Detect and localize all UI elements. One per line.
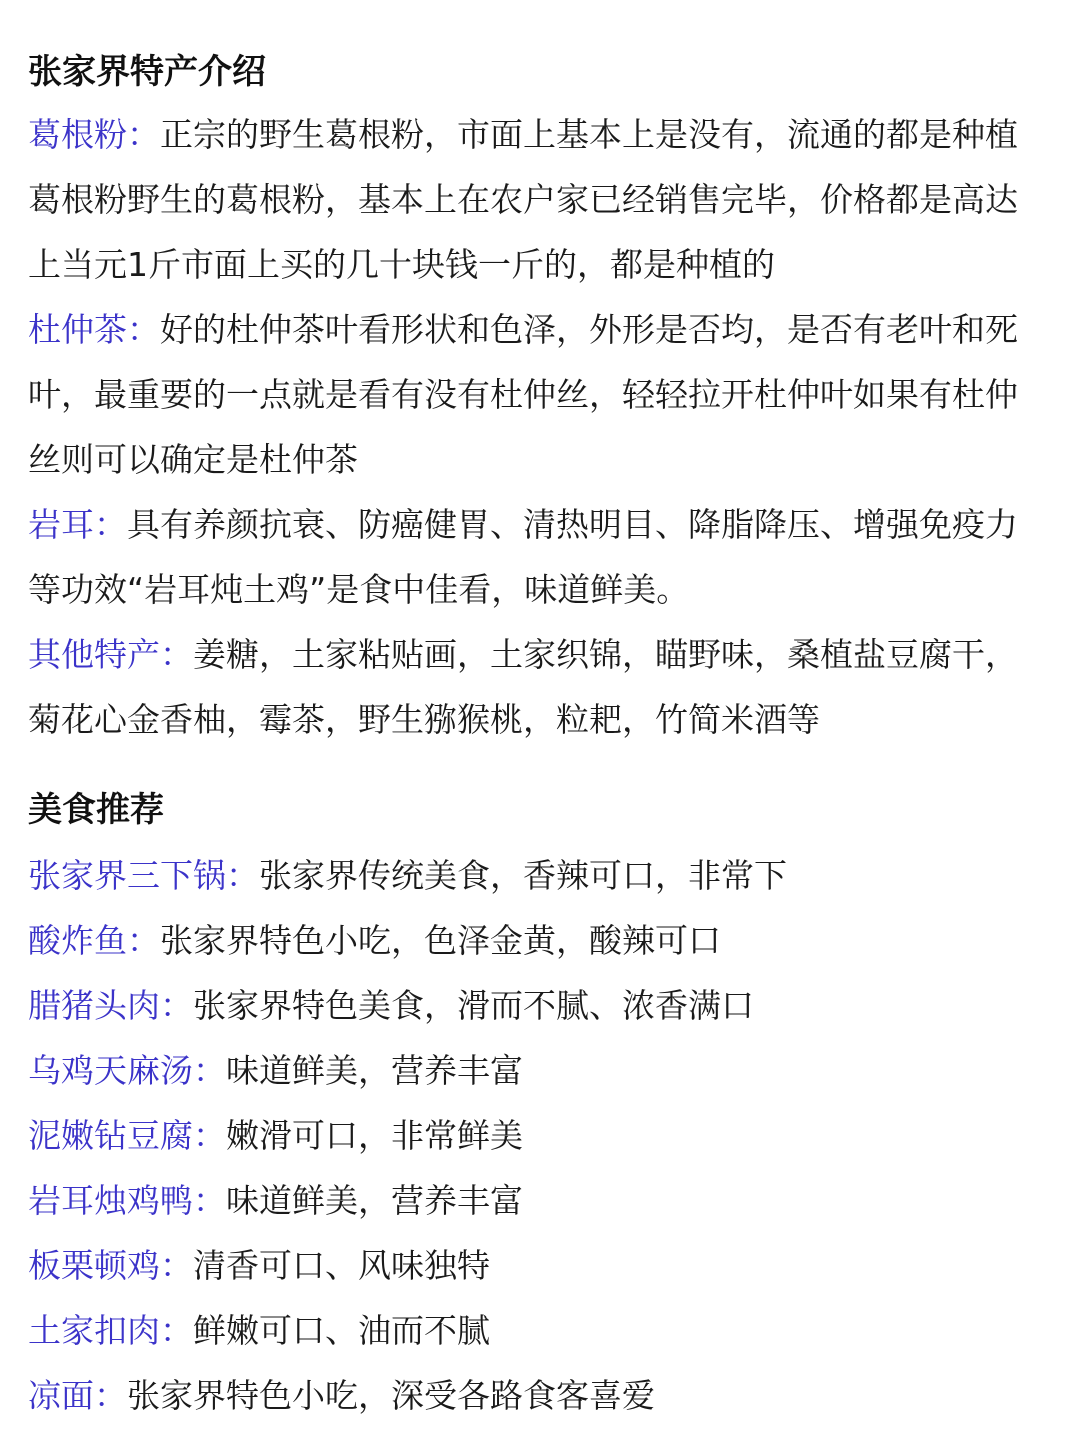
entry-text: 张家界特色小吃，深受各路食客喜爱	[127, 1376, 655, 1415]
specialty-entry-duzhong	[28, 297, 1048, 492]
food-entry	[28, 1168, 1048, 1233]
entry-text: 清香可口、风味独特	[193, 1246, 490, 1285]
food-entry	[28, 1038, 1048, 1103]
entry-label: 葛根粉：	[28, 115, 160, 154]
entry-text: 鲜嫩可口、油而不腻	[193, 1311, 490, 1350]
entry-text: 好的杜仲茶叶看形状和色泽，外形是否均，是否有老叶和死叶，最重要的一点就是看有没有杜仲丝，轻轻拉开杜仲叶如果有杜仲丝则可以确定是杜仲茶	[28, 310, 1018, 479]
entry-label: 其他特产：	[28, 635, 193, 674]
entry-label: 杜仲茶：	[28, 310, 160, 349]
entry-label: 岩耳：	[28, 505, 127, 544]
entry-label: 腊猪头肉：	[28, 986, 193, 1025]
entry-text: 正宗的野生葛根粉，市面上基本上是没有，流通的都是种植葛根粉野生的葛根粉，基本上在农户家已经销售完毕，价格都是高达上当元1斤市面上买的几十块钱一斤的，都是种植的	[28, 115, 1018, 284]
specialty-entry-others	[28, 622, 1048, 752]
entry-text: 味道鲜美，营养丰富	[226, 1181, 523, 1220]
specialties-title: 张家界特产介绍	[28, 52, 266, 92]
entry-text: 姜糖，土家粘贴画，土家织锦，瞄野味，桑植盐豆腐干，菊花心金香柚，霉茶，野生猕猴桃，粒耙，竹简米酒等	[28, 635, 1018, 739]
food-entry	[28, 1103, 1048, 1168]
food-entry	[28, 908, 1048, 973]
food-entry	[28, 1233, 1048, 1298]
entry-label: 土家扣肉：	[28, 1311, 193, 1350]
specialty-entry-gegen	[28, 102, 1048, 297]
food-entry	[28, 843, 1048, 908]
entry-label: 凉面：	[28, 1376, 127, 1415]
food-title: 美食推荐	[28, 790, 164, 830]
entry-label: 岩耳烛鸡鸭：	[28, 1181, 226, 1220]
entry-text: 具有养颜抗衰、防癌健胃、清热明目、降脂降压、增强免疫力等功效“岩耳炖土鸡”是食中佳看，味道鲜美。	[28, 505, 1018, 609]
entry-text: 嫩滑可口，非常鲜美	[226, 1116, 523, 1155]
entry-label: 板栗顿鸡：	[28, 1246, 193, 1285]
entry-text: 张家界特色美食，滑而不腻、浓香满口	[193, 986, 754, 1025]
food-entry	[28, 1363, 1048, 1428]
entry-label: 乌鸡天麻汤：	[28, 1051, 226, 1090]
entry-text: 张家界传统美食，香辣可口，非常下	[259, 856, 787, 895]
food-entry	[28, 1298, 1048, 1363]
specialty-entry-yaner	[28, 492, 1048, 622]
entry-text: 张家界特色小吃，色泽金黄，酸辣可口	[160, 921, 721, 960]
entry-label: 张家界三下锅：	[28, 856, 259, 895]
entry-label: 泥嫩钻豆腐：	[28, 1116, 226, 1155]
entry-label: 酸炸鱼：	[28, 921, 160, 960]
entry-text: 味道鲜美，营养丰富	[226, 1051, 523, 1090]
food-entry	[28, 973, 1048, 1038]
